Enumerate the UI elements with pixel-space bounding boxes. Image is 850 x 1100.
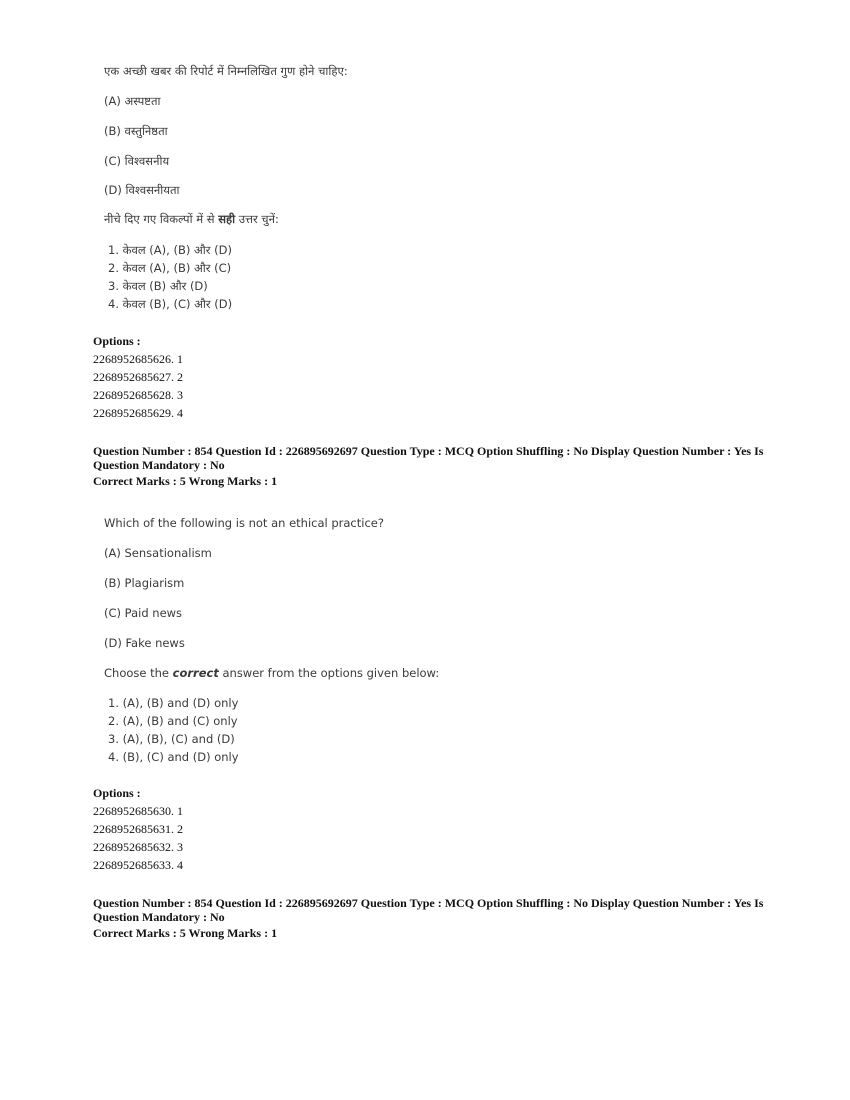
q1-choice-1: 1. केवल (A), (B) और (D) (108, 243, 232, 257)
q1-choice-4: 4. केवल (B), (C) और (D) (108, 297, 233, 311)
q1-option-2: 2268952685627. 2 (93, 370, 183, 384)
q1-stem: एक अच्छी खबर की रिपोर्ट में निम्नलिखित गुण होने चाहिए: (104, 64, 348, 78)
q2-item-c: (C) Paid news (104, 606, 183, 620)
q1-option-1: 2268952685626. 1 (93, 352, 183, 366)
q1-item-a: (A) अस्पष्टता (104, 94, 161, 108)
q2-option-3: 2268952685632. 3 (93, 840, 183, 854)
meta1-line1: Question Number : 854 Question Id : 226895692697 Question Type : MCQ Option Shuffling : No Display Question Number : Yes Is (93, 444, 764, 458)
q1-instruction-emphasis: सही (218, 212, 236, 226)
q1-item-c: (C) विश्वसनीय (104, 154, 170, 168)
q1-item-d: (D) विश्वसनीयता (104, 183, 180, 197)
q1-instruction: नीचे दिए गए विकल्पों में से सही उत्तर चुनें: (104, 212, 279, 226)
q1-item-b: (B) वस्तुनिष्ठता (104, 124, 168, 138)
q2-options-label: Options : (93, 786, 141, 800)
q1-option-4: 2268952685629. 4 (93, 406, 183, 420)
q1-choice-2: 2. केवल (A), (B) और (C) (108, 261, 232, 275)
meta1-line3: Correct Marks : 5 Wrong Marks : 1 (93, 474, 278, 488)
q2-item-d: (D) Fake news (104, 636, 185, 650)
q2-instruction-emphasis: correct (172, 666, 219, 680)
q2-stem: Which of the following is not an ethical practice? (104, 516, 384, 530)
meta2-line1: Question Number : 854 Question Id : 226895692697 Question Type : MCQ Option Shuffling : No Display Question Number : Yes Is (93, 896, 764, 910)
q2-option-1: 2268952685630. 1 (93, 804, 183, 818)
q2-instruction: Choose the correct answer from the options given below: (104, 666, 440, 680)
q2-option-4: 2268952685633. 4 (93, 858, 183, 872)
q2-choice-1: 1. (A), (B) and (D) only (108, 696, 239, 710)
q1-option-3: 2268952685628. 3 (93, 388, 183, 402)
q1-choice-3: 3. केवल (B) और (D) (108, 279, 208, 293)
meta2-line2: Question Mandatory : No (93, 910, 225, 924)
q1-options-label: Options : (93, 334, 141, 348)
q2-item-b: (B) Plagiarism (104, 576, 185, 590)
meta1-line2: Question Mandatory : No (93, 458, 225, 472)
q2-choice-2: 2. (A), (B) and (C) only (108, 714, 238, 728)
meta2-line3: Correct Marks : 5 Wrong Marks : 1 (93, 926, 278, 940)
q2-choice-4: 4. (B), (C) and (D) only (108, 750, 239, 764)
q2-choice-3: 3. (A), (B), (C) and (D) (108, 732, 235, 746)
q2-item-a: (A) Sensationalism (104, 546, 212, 560)
q2-option-2: 2268952685631. 2 (93, 822, 183, 836)
